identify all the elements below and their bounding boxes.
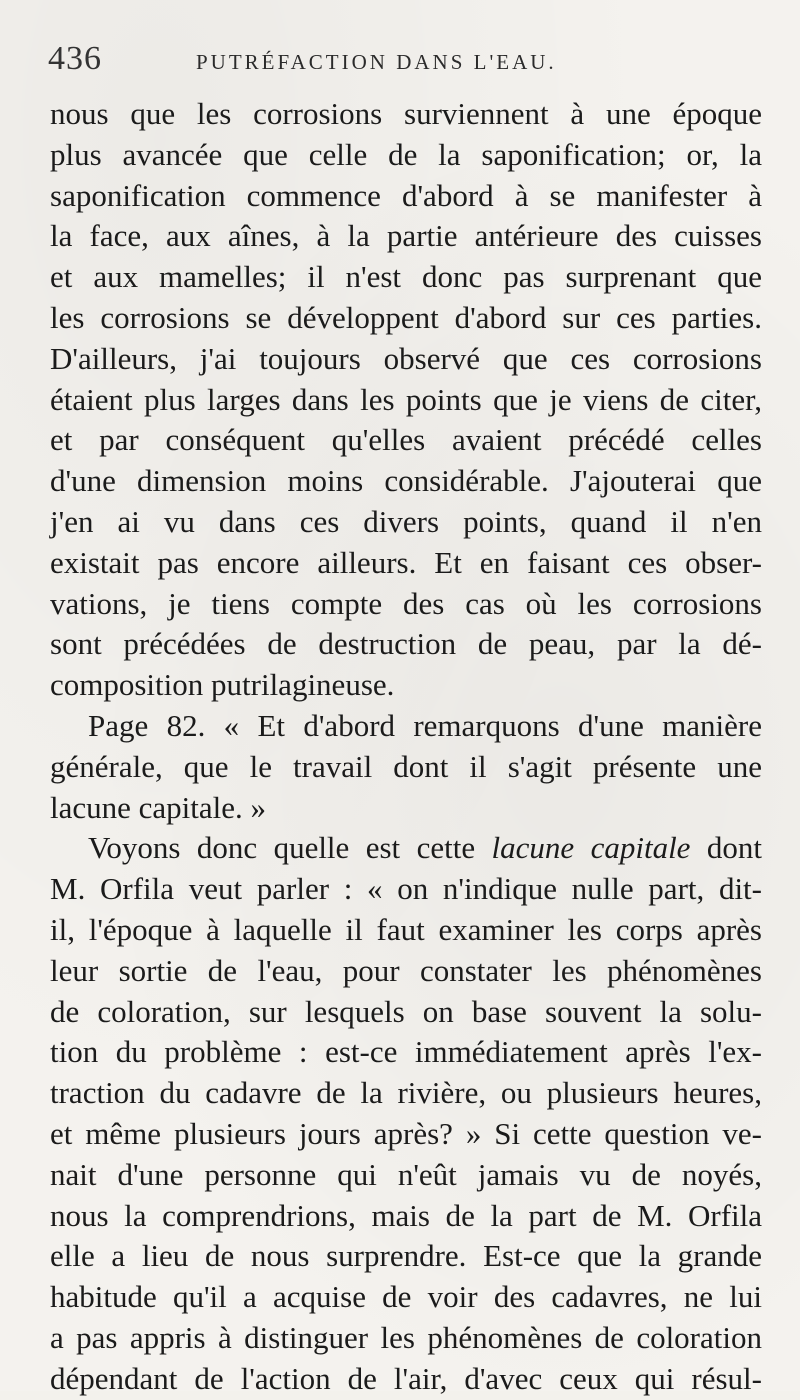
text-line: habitude qu'il a acquise de voir des cadavres, ne lui (50, 1279, 762, 1315)
text-line: leur sortie de l'eau, pour constater les phénomènes (50, 952, 762, 988)
text-line: plus avancée que celle de la saponification; or, la (50, 136, 762, 172)
text-line: saponification commence d'abord à se manifester à (50, 177, 762, 213)
text-line: traction du cadavre de la rivière, ou plusieurs heures, (50, 1075, 762, 1111)
text-line: tion du problème : est-ce immédiatement après l'ex- (50, 1034, 762, 1070)
text-line: de coloration, sur lesquels on base souvent la solu- (50, 993, 762, 1029)
text-line: nait d'une personne qui n'eût jamais vu de noyés, (50, 1156, 762, 1192)
page-number: 436 (48, 40, 102, 77)
text-line: sont précédées de destruction de peau, par la dé- (50, 626, 762, 662)
italic-phrase: lacune capitale (491, 830, 691, 866)
text-line: générale, que le travail dont il s'agit présente une (50, 748, 762, 784)
text-line: étaient plus larges dans les points que je viens de citer, (50, 381, 762, 417)
text-line: elle a lieu de nous surprendre. Est-ce que la grande (50, 1238, 762, 1274)
body-text (50, 94, 762, 1400)
text-span: dont (690, 830, 762, 866)
running-title: PUTRÉFACTION DANS L'EAU. (196, 50, 557, 74)
text-line: et par conséquent qu'elles avaient précédé celles (50, 422, 762, 458)
paragraph-end-line: lacune capitale. » (50, 789, 267, 825)
text-line: vations, je tiens compte des cas où les corrosions (50, 585, 762, 621)
text-line: nous que les corrosions surviennent à une époque (50, 96, 762, 131)
text-line: D'ailleurs, j'ai toujours observé que ces corrosions (50, 340, 762, 376)
text-line: et même plusieurs jours après? » Si cette question ve- (50, 1115, 762, 1151)
page-header (48, 40, 760, 80)
text-line-with-italic (50, 828, 762, 869)
text-line: dépendant de l'action de l'air, d'avec ceux qui résul- (50, 1360, 762, 1396)
text-line: il, l'époque à laquelle il faut examiner les corps après (50, 911, 762, 947)
text-line: Page 82. « Et d'abord remarquons d'une manière (88, 707, 762, 743)
text-line: a pas appris à distinguer les phénomènes de coloration (50, 1319, 762, 1355)
text-span: Voyons donc quelle est cette (88, 830, 492, 866)
paragraph-end-line: composition putrilagineuse. (50, 667, 395, 703)
text-line: la face, aux aînes, à la partie antérieure des cuisses (50, 218, 762, 254)
text-line: existait pas encore ailleurs. Et en faisant ces obser- (50, 544, 762, 580)
text-line: nous la comprendrions, mais de la part de M. Orfila (50, 1197, 762, 1233)
text-line: les corrosions se développent d'abord sur ces parties. (50, 299, 762, 335)
text-line: M. Orfila veut parler : « on n'indique nulle part, dit- (50, 871, 762, 907)
text-line: d'une dimension moins considérable. J'ajouterai que (50, 463, 762, 499)
text-line: et aux mamelles; il n'est donc pas surprenant que (50, 259, 762, 295)
text-line: j'en ai vu dans ces divers points, quand il n'en (50, 503, 762, 539)
